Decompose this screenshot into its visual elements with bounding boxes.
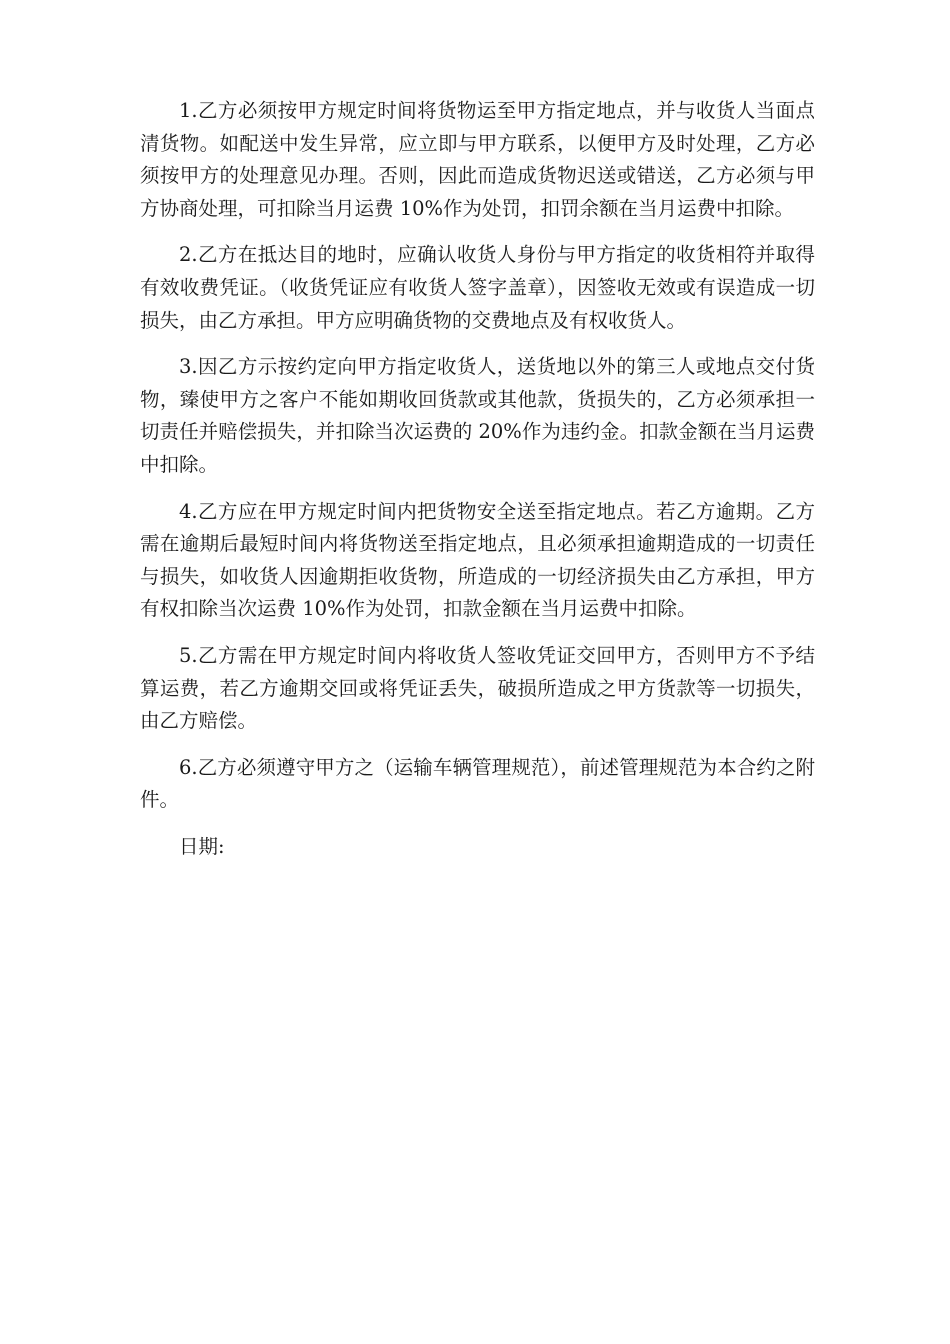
clause-2: 2.乙方在抵达目的地时，应确认收货人身份与甲方指定的收货相符并取得有效收费凭证。（收货凭证应有收货人签字盖章），因签收无效或有误造成一切损失，由乙方承担。甲方应明确货物的交费地点及有权收货人。 bbox=[140, 243, 815, 332]
clause-5: 5.乙方需在甲方规定时间内将收货人签收凭证交回甲方，否则甲方不予结算运费，若乙方逾期交回或将凭证丢失，破损所造成之甲方货款等一切损失，由乙方赔偿。 bbox=[140, 643, 815, 733]
document-body bbox=[140, 95, 815, 863]
clause-4: 4.乙方应在甲方规定时间内把货物安全送至指定地点。若乙方逾期。乙方需在逾期后最短时间内将货物送至指定地点，且必须承担逾期造成的一切责任与损失，如收货人因逾期拒收货物，所造成的一切经济损失由乙方承担，甲方有权扣除当次运费 10%作为处罚，扣款金额在当月运费中扣除。 bbox=[140, 499, 815, 621]
clause-3: 3.因乙方示按约定向甲方指定收货人，送货地以外的第三人或地点交付货物，臻使甲方之客户不能如期收回货款或其他款，货损失的，乙方必须承担一切责任并赔偿损失，并扣除当次运费的 20%作为违约金。扣款金额在当月运费中扣除。 bbox=[140, 355, 815, 476]
date-label: 日期: bbox=[179, 834, 225, 858]
clause-6: 6.乙方必须遵守甲方之（运输车辆管理规范），前述管理规范为本合约之附件。 bbox=[140, 755, 815, 812]
clause-1: 1.乙方必须按甲方规定时间将货物运至甲方指定地点，并与收货人当面点清货物。如配送中发生异常，应立即与甲方联系，以便甲方及时处理，乙方必须按甲方的处理意见办理。否则，因此而造成货物迟送或错送，乙方必须与甲方协商处理，可扣除当月运费 10%作为处罚，扣罚余额在当月运费中扣除。 bbox=[140, 99, 815, 220]
